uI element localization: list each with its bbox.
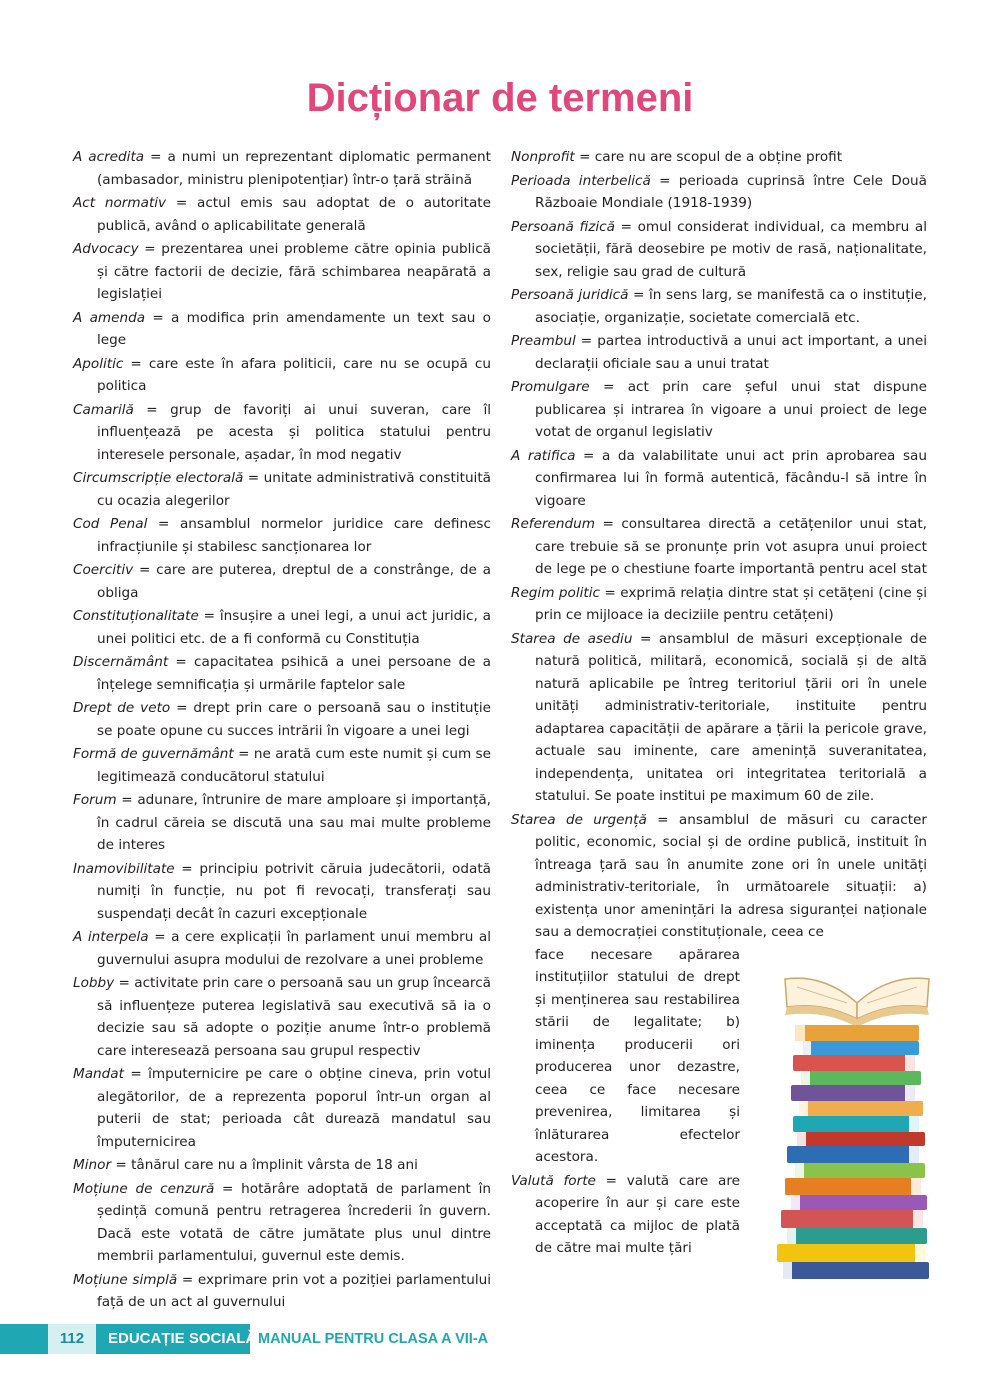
glossary-entry: Coercitiv = care are puterea, dreptul de a constrânge, de a obliga bbox=[73, 562, 491, 601]
glossary-entry: Starea de asediu = ansamblul de măsuri excepționale de natură politică, militară, economică, socială și de altă natură aplicabile pe întreg teritoriul țării ori în unele unități administrativ-teritoriale, instituite pentru adaptarea capacității de apărare a țării la pericole grave, actuale sau iminente, care amenință suveranitatea, independența, unitatea ori integritatea teritorială a statului. Se poate institui pe maximum 60 de zile. bbox=[511, 630, 927, 804]
glossary-entry: Lobby = activitate prin care o persoană sau un grup încearcă să influențeze puterea legislativă sau executivă să ia o decizie sau să adopte o poziție anume într-o problemă care interesează persoana sau grupul respectiv bbox=[73, 975, 491, 1059]
glossary-entry: Promulgare = act prin care șeful unui stat dispune publicarea și intrarea în vigoare a unui proiect de lege votat de organul legislativ bbox=[511, 379, 927, 440]
glossary-entry: Advocacy = prezentarea unei probleme către opinia publică și către factorii de decizie, fără schimbarea neapărată a legislației bbox=[73, 241, 491, 302]
glossary-entry: A amenda = a modifica prin amendamente un text sau o lege bbox=[73, 309, 491, 348]
glossary-entry: Perioada interbelică = perioada cuprinsă între Cele Două Războaie Mondiale (1918-1939) bbox=[511, 172, 927, 211]
glossary-entry: Referendum = consultarea directă a cetățenilor unui stat, care trebuie să se pronunțe prin vot asupra unui proiect de lege pe o chestiune foarte importantă pentru acel stat bbox=[511, 516, 927, 577]
glossary-entry: Minor = tânărul care nu a împlinit vârsta de 18 ani bbox=[73, 1157, 418, 1173]
glossary-entry: Apolitic = care este în afara politicii, care nu se ocupă cu politica bbox=[73, 355, 491, 394]
glossary-entry: Inamovibilitate = principiu potrivit căruia judecătorii, odată numiți în funcție, nu pot fi revocați, transferați sau suspendați decât în cazuri excepționale bbox=[73, 860, 491, 922]
book-stack-illustration bbox=[757, 945, 957, 1295]
glossary-entry-valuta: Valută forte = valută care are acoperire în aur și care este acceptată ca mijloc de plată de către mai multe țări bbox=[511, 1172, 740, 1256]
left-column bbox=[73, 146, 491, 1315]
glossary-entry: A acredita = a numi un reprezentant diplomatic permanent (ambasador, ministru plenipotențiar) într-o țară străină bbox=[73, 149, 491, 188]
glossary-entry: Mandat = împuternicire pe care o obține cineva, prin votul alegătorilor, de a reprezenta poporul într-un organ al puterii de stat; perioada cât durează mandatul sau împuternicirea bbox=[73, 1066, 491, 1150]
page-title: Dicționar de termeni bbox=[306, 76, 694, 120]
glossary-entry: Preambul = partea introductivă a unui act important, a unei declarații oficiale sau a unui tratat bbox=[511, 333, 927, 372]
glossary-entry: Nonprofit = care nu are scopul de a obține profit bbox=[511, 149, 843, 165]
glossary-entry: Constituționalitate = însușire a unei legi, a unui act juridic, a unei politici etc. de a fi conformă cu Constituția bbox=[73, 608, 491, 647]
glossary-entry: Circumscripție electorală = unitate administrativă constituită cu ocazia alegerilor bbox=[73, 470, 491, 509]
glossary-entry: Persoană fizică = omul considerat individual, ca membru al societății, fără deosebire pe motiv de rasă, naționalitate, sex, religie sau grad de cultură bbox=[511, 218, 927, 280]
glossary-entry: Moțiune de cenzură = hotărâre adoptată de parlament în ședință comună pentru retragerea încrederii în guvern. Dacă este votată de către jumătate plus unul dintre membrii parlamentului, guvernul este demis. bbox=[73, 1180, 491, 1264]
glossary-entry: Act normativ = actul emis sau adoptat de o autoritate publică, având o aplicabilitate generală bbox=[73, 195, 492, 234]
glossary-entry: Persoană juridică = în sens larg, se manifestă ca o instituție, asociație, organizație, societate comercială etc. bbox=[511, 287, 927, 326]
glossary-entry: A ratifica = a da valabilitate unui act prin aprobarea sau confirmarea lui în formă autentică, făcându-l să intre în vigoare bbox=[511, 447, 927, 509]
page-number: 112 bbox=[48, 1324, 96, 1354]
glossary-entry-urgenta-continued: face necesare apărarea instituțiilor statului de drept și menținerea sau restabilirea stării de legalitate; b) iminența producerii ori producerea unor dezastre, ceea ce face necesare prevenirea, limitarea și înlăturarea efectelor acestora. bbox=[535, 946, 740, 1165]
glossary-entry: A interpela = a cere explicații în parlament unui membru al guvernului asupra modului de rezolvare a unei probleme bbox=[73, 929, 491, 968]
glossary-entry: Discernământ = capacitatea psihică a unei persoane de a înțelege semnificația și urmările faptelor sale bbox=[73, 654, 491, 693]
glossary-entry: Camarilă = grup de favoriți ai unui suveran, care îl influențează pe acesta și politica statului pentru interesele personale, așadar, în mod negativ bbox=[73, 401, 491, 463]
open-book-icon bbox=[785, 978, 929, 1027]
glossary-entry-urgenta: Starea de urgență = ansamblul de măsuri cu caracter politic, economic, social și de ordine publică, instituit în întreaga țară sau în anumite zone ori în unele unități administrativ-teritoriale, în următoarele situații: a) existența unor amenințări la adresa siguranței naționale sau a democrației constituționale, ceea ce bbox=[511, 811, 927, 940]
glossary-entry: Moțiune simplă = exprimare prin vot a poziției parlamentului față de un act al guvernului bbox=[73, 1271, 491, 1310]
glossary-entry: Drept de veto = drept prin care o persoană sau o instituție se poate opune cu succes intrării în vigoare a unei legi bbox=[73, 700, 491, 739]
footer-subject: EDUCAȚIE SOCIALĂ bbox=[108, 1330, 257, 1347]
glossary-entry: Formă de guvernământ = ne arată cum este numit și cum se legitimează conducătorul statului bbox=[73, 746, 491, 785]
glossary-entry: Regim politic = exprimă relația dintre stat și cetățeni (cine și prin ce mijloace ia deciziile pentru cetățeni) bbox=[511, 584, 928, 623]
glossary-entry: Forum = adunare, întrunire de mare amploare și importanță, în cadrul căreia se discută una sau mai multe probleme de interes bbox=[73, 792, 491, 853]
glossary-entry: Cod Penal = ansamblul normelor juridice care definesc infracțiunile și stabilesc sancționarea lor bbox=[73, 516, 491, 555]
footer-manual: MANUAL PENTRU CLASA A VII-A bbox=[258, 1331, 489, 1347]
